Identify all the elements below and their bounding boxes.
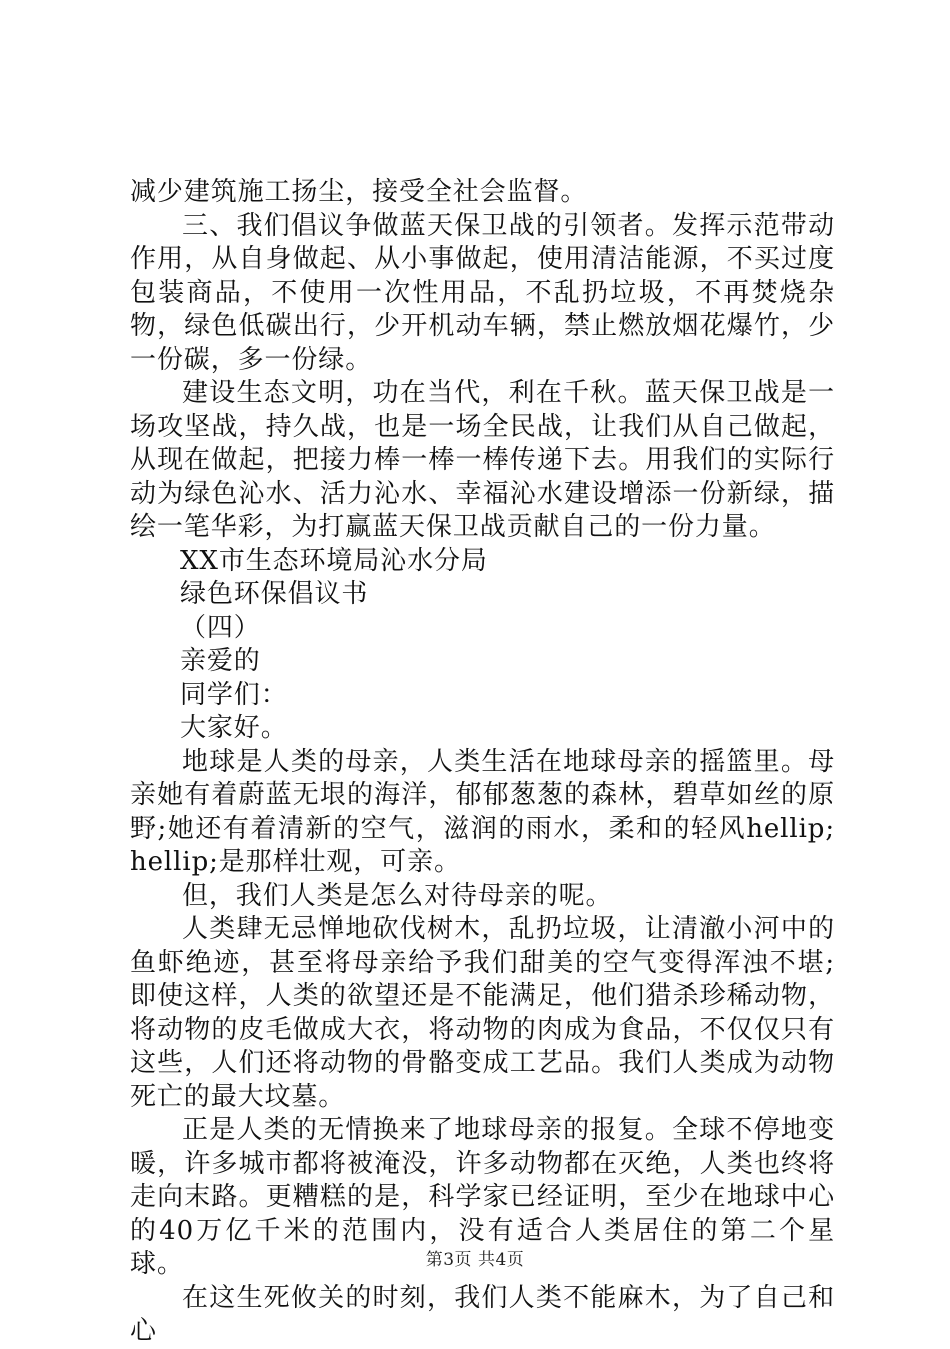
paragraph-continuation: 减少建筑施工扬尘，接受全社会监督。 bbox=[130, 177, 588, 207]
greeting: 大家好。 bbox=[180, 713, 288, 743]
signature-organization: XX市生态环境局沁水分局 bbox=[180, 545, 488, 576]
paragraph-human-actions: 人类肆无忌惮地砍伐树木，乱扔垃圾，让清澈小河中的鱼虾绝迹，甚至将母亲给予我们甜美的空气变得浑浊不堪;即使这样，人类的欲望还是不能满足，他们猎杀珍稀动物，将动物的皮毛做成大衣，将动物的肉成为食品，不仅仅只有这些，人们还将动物的骨骼变成工艺品。我们人类成为动物死亡的最大坟墓。 bbox=[130, 914, 835, 1112]
salutation-line-two: 同学们： bbox=[180, 679, 288, 710]
page-footer: 第3页 共4页 bbox=[425, 1250, 525, 1270]
section-title: 绿色环保倡议书 bbox=[180, 579, 369, 609]
salutation-line-one: 亲爱的 bbox=[180, 646, 261, 676]
paragraph-critical-moment: 在这生死攸关的时刻，我们人类不能麻木，为了自己和心 bbox=[130, 1282, 835, 1346]
paragraph-closing: 建设生态文明，功在当代，利在千秋。蓝天保卫战是一场攻坚战，持久战，也是一场全民战，让我们从自己做起，从现在做起，把接力棒一棒一棒传递下去。用我们的实际行动为绿色沁水、活力沁水、幸福沁水建设增添一份新绿，描绘一笔华彩，为打赢蓝天保卫战贡献自己的一份力量。 bbox=[130, 378, 835, 542]
paragraph-question: 但，我们人类是怎么对待母亲的呢。 bbox=[182, 880, 613, 911]
paragraph-earth-mother: 地球是人类的母亲，人类生活在地球母亲的摇篮里。母亲她有着蔚蓝无垠的海洋，郁郁葱葱的森林，碧草如丝的原野;她还有着清新的空气，滋润的雨水，柔和的轻风hellip;hellip;是那样壮观，可亲。 bbox=[130, 746, 835, 877]
document-body bbox=[130, 176, 835, 1349]
paragraph-revenge: 正是人类的无情换来了地球母亲的报复。全球不停地变暖，许多城市都将被淹没，许多动物都在灭绝，人类也终将走向末路。更糟糕的是，科学家已经证明，至少在地球中心的40万亿千米的范围内，没有适合人类居住的第二个星球。 bbox=[130, 1115, 835, 1279]
section-number: （四） bbox=[180, 612, 261, 643]
paragraph-proposal-three: 三、我们倡议争做蓝天保卫战的引领者。发挥示范带动作用，从自身做起、从小事做起，使用清洁能源，不买过度包装商品，不使用一次性用品，不乱扔垃圾，不再焚烧杂物，绿色低碳出行，少开机动车辆，禁止燃放烟花爆竹，少一份碳，多一份绿。 bbox=[130, 210, 835, 375]
